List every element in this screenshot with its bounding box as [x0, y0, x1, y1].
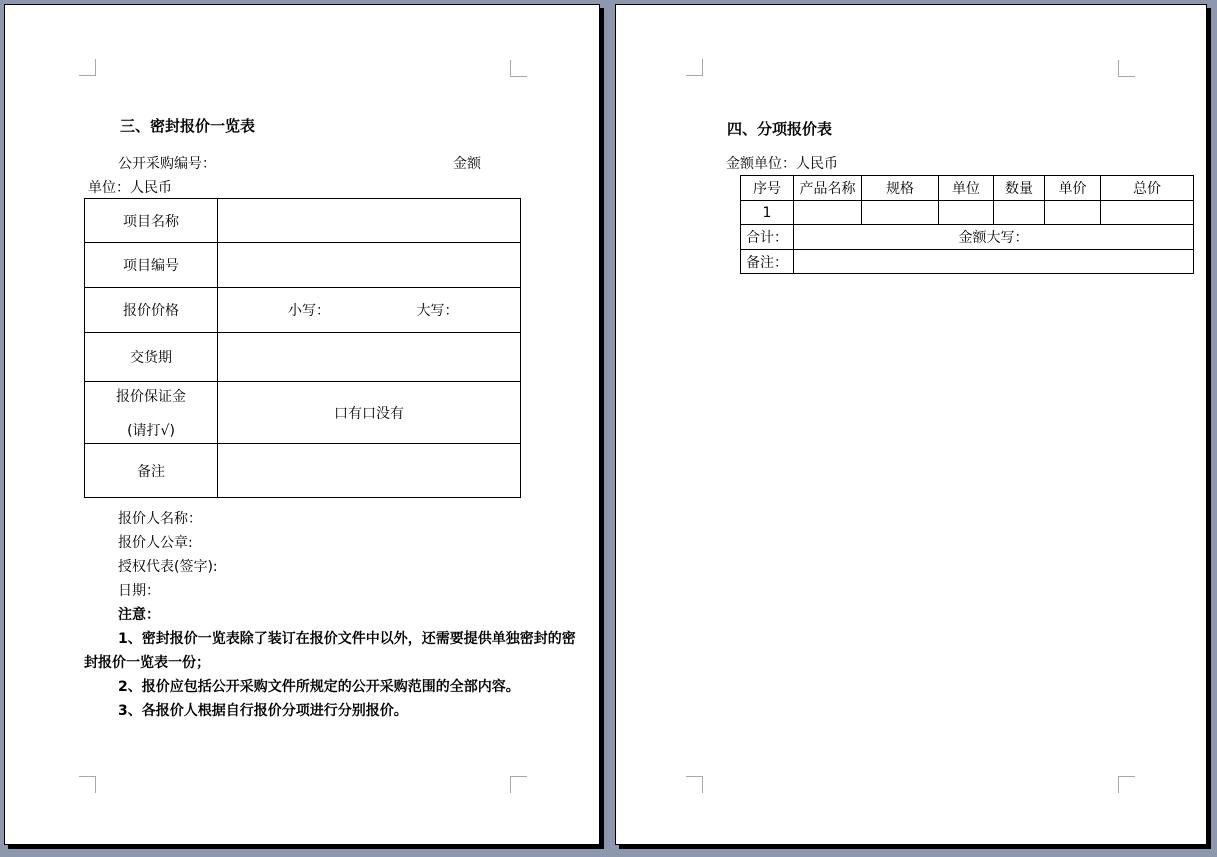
total-price-cell[interactable]	[1101, 201, 1194, 225]
itemized-quotation-table	[740, 175, 1194, 274]
amount-label: 金额	[453, 156, 481, 172]
document-page-right[interactable]	[615, 4, 1207, 845]
quoter-seal-label: 报价人公章:	[118, 535, 193, 551]
crop-mark-bottom-left	[686, 776, 703, 793]
crop-mark-top-right	[1118, 60, 1135, 77]
price-words-label: 大写：	[416, 303, 459, 319]
project-name-label: 项目名称	[85, 199, 218, 243]
authorized-representative-label: 授权代表(签字):	[118, 559, 218, 575]
quotation-price-label: 报价价格	[85, 288, 218, 333]
crop-mark-top-left	[686, 59, 703, 76]
amount-unit-label: 金额单位：人民币	[726, 156, 838, 172]
notice-label: 注意：	[118, 607, 160, 623]
note-2: 2、报价应包括公开采购文件所规定的公开采购范围的全部内容。	[118, 679, 520, 695]
remark-label: 备注：	[741, 250, 794, 274]
row-serial-no: 1	[741, 201, 794, 225]
currency-unit-label: 单位：人民币	[88, 180, 172, 196]
col-header-specification: 规格	[862, 176, 939, 201]
note-3: 3、各报价人根据自行报价分项进行分别报价。	[118, 703, 408, 719]
document-page-left[interactable]	[4, 4, 600, 845]
specification-cell[interactable]	[862, 201, 939, 225]
quotation-price-value-cell[interactable]	[218, 288, 521, 333]
col-header-unit: 单位	[939, 176, 994, 201]
remarks-value-cell[interactable]	[218, 444, 521, 498]
col-header-quantity: 数量	[994, 176, 1045, 201]
unit-cell[interactable]	[939, 201, 994, 225]
remarks-label: 备注	[85, 444, 218, 498]
note-1-line-2: 封报价一览表一份；	[84, 655, 210, 671]
product-name-cell[interactable]	[794, 201, 862, 225]
project-name-value-cell[interactable]	[218, 199, 521, 243]
quoter-name-label: 报价人名称：	[118, 511, 202, 527]
date-label: 日期：	[118, 583, 160, 599]
bid-deposit-label-line1: 报价保证金	[116, 388, 186, 405]
unit-price-cell[interactable]	[1045, 201, 1101, 225]
bid-deposit-label	[85, 382, 218, 444]
procurement-number-label: 公开采购编号：	[118, 156, 216, 172]
col-header-serial-no: 序号	[741, 176, 794, 201]
project-number-value-cell[interactable]	[218, 243, 521, 288]
price-numerals-label: 小写：	[288, 303, 330, 319]
col-header-total-price: 总价	[1101, 176, 1194, 201]
note-1-line-1: 1、密封报价一览表除了装订在报价文件中以外，还需要提供单独密封的密	[118, 631, 576, 647]
crop-mark-bottom-left	[79, 776, 96, 793]
col-header-unit-price: 单价	[1045, 176, 1101, 201]
crop-mark-top-left	[79, 59, 96, 76]
crop-mark-top-right	[510, 60, 527, 77]
bid-deposit-label-line2: (请打√)	[127, 422, 175, 439]
quantity-cell[interactable]	[994, 201, 1045, 225]
section-title-itemized-quotation: 四、分项报价表	[727, 120, 833, 138]
total-label: 合计：	[741, 225, 794, 250]
delivery-period-label: 交货期	[85, 333, 218, 382]
col-header-product-name: 产品名称	[794, 176, 862, 201]
section-title-sealed-quotation: 三、密封报价一览表	[120, 117, 256, 135]
crop-mark-bottom-right	[510, 776, 527, 793]
crop-mark-bottom-right	[1118, 776, 1135, 793]
remark-value-cell[interactable]	[794, 250, 1194, 274]
project-number-label: 项目编号	[85, 243, 218, 288]
amount-in-words-cell[interactable]: 金额大写：	[794, 225, 1194, 250]
bid-deposit-checkbox-cell[interactable]: 口有口没有	[218, 382, 521, 444]
table-row	[741, 201, 1194, 225]
sealed-quotation-table	[84, 198, 521, 498]
delivery-period-value-cell[interactable]	[218, 333, 521, 382]
